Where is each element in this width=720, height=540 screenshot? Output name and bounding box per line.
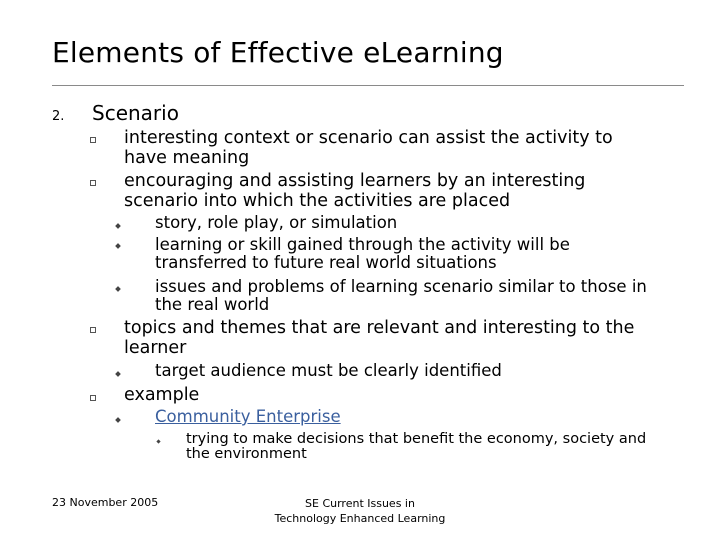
footer-date: 23 November 2005 — [52, 496, 159, 509]
diamond-bullet-icon — [115, 286, 121, 292]
bullet-example: example — [124, 385, 200, 405]
subbullet-target-audience: target audience must be clearly identified — [155, 361, 502, 380]
small-bullet-icon — [156, 439, 160, 443]
subbullet-text-line: learning or skill gained through the activity will be — [155, 235, 570, 254]
diamond-bullet-icon — [115, 243, 121, 249]
bullet-text-line: encouraging and assisting learners by an interesting — [124, 171, 586, 191]
bullet-interesting-context — [124, 128, 613, 168]
subbullet-text-line: transferred to future real world situations — [155, 253, 497, 272]
bullet-encouraging-learners — [124, 171, 585, 211]
footer-course — [250, 496, 470, 526]
diamond-bullet-icon — [115, 417, 121, 423]
section-number: 2. — [52, 109, 65, 124]
footer-course-line: SE Current Issues in — [305, 497, 415, 510]
subbullet-issues-problems — [155, 278, 647, 314]
bullet-text-line: interesting context or scenario can assist the activity to — [124, 128, 613, 148]
subbullet-story-role-play: story, role play, or simulation — [155, 213, 398, 232]
footer-course-line: Technology Enhanced Learning — [274, 512, 446, 525]
diamond-bullet-icon — [115, 371, 121, 377]
square-bullet-icon — [90, 327, 96, 333]
square-bullet-icon — [90, 395, 96, 401]
bullet-text-line: have meaning — [124, 148, 250, 168]
bullet-topics-themes — [124, 318, 634, 358]
section-title: Scenario — [92, 101, 179, 125]
square-bullet-icon — [90, 137, 96, 143]
bullet-text-line: scenario into which the activities are placed — [124, 191, 511, 211]
square-bullet-icon — [90, 180, 96, 186]
subsubbullet-trying-decisions — [186, 432, 646, 462]
bullet-text-line: topics and themes that are relevant and interesting to the — [124, 318, 635, 338]
slide-title: Elements of Effective eLearning — [52, 36, 504, 69]
bullet-text-line: learner — [124, 338, 187, 358]
subsubbullet-text-line: trying to make decisions that benefit the economy, society and — [186, 431, 647, 447]
title-divider — [52, 85, 684, 86]
subbullet-text-line: the real world — [155, 295, 270, 314]
subsubbullet-text-line: the environment — [186, 446, 307, 462]
subbullet-learning-transferred — [155, 236, 570, 272]
community-enterprise-link[interactable]: Community Enterprise — [155, 407, 341, 426]
diamond-bullet-icon — [115, 223, 121, 229]
subbullet-text-line: issues and problems of learning scenario similar to those in — [155, 277, 647, 296]
